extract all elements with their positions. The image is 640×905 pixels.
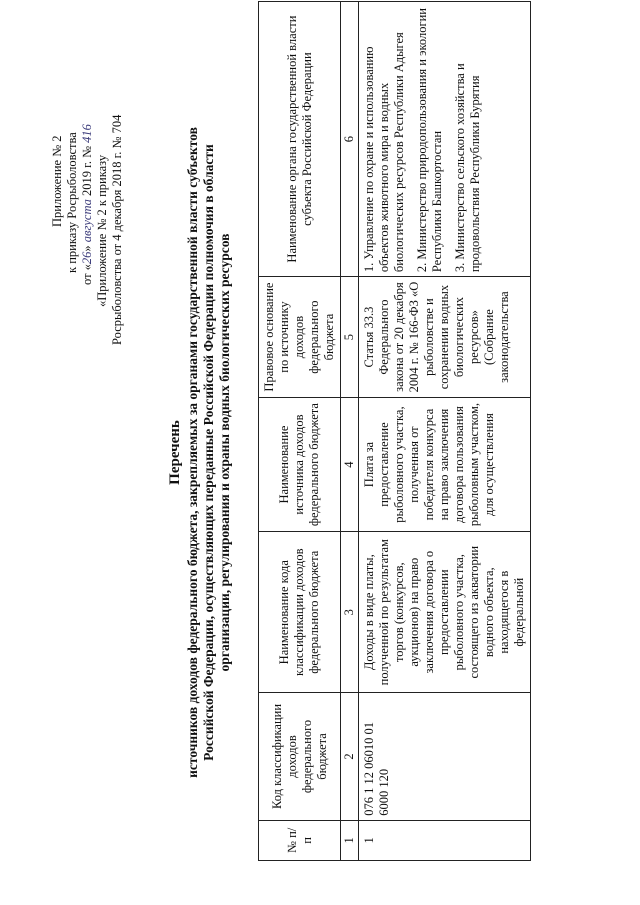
row-code-name: Доходы в виде платы, полученной по результатам торгов (конкурсов, аукционов) на право заключения договора о предоставлении рыболовного участка, состоящего из акватории водного объекта, находящегося в федеральной xyxy=(359,532,531,693)
appendix-number: Приложение № 2 xyxy=(50,135,64,227)
document-title xyxy=(167,20,233,885)
handwritten-number: 416 xyxy=(80,124,94,143)
col-number: 4 xyxy=(341,397,359,531)
header-code-name: Наименование кода классификации доходов федерального бюджета xyxy=(259,532,341,693)
title-line-2: Российской Федерации, осуществляющих переданные Российской Федерации полномочия в области xyxy=(201,144,216,761)
col-number: 5 xyxy=(341,277,359,398)
header-source-name: Наименование источника доходов федерального бюджета xyxy=(259,397,341,531)
col-number: 2 xyxy=(341,693,359,821)
row-number: 1 xyxy=(359,820,531,860)
col-number: 6 xyxy=(341,2,359,277)
header-number: № п/п xyxy=(259,820,341,860)
handwritten-day: 26 xyxy=(80,251,94,265)
title-line-1: источников доходов федерального бюджета, закрепляемых за органами государственной власти субъектов xyxy=(185,127,200,778)
row-legal-basis: Статья 33.3 Федерального закона от 20 декабря 2004 г. № 166-ФЗ «О рыболовстве и сохранении водных биологических ресурсов» (Собрание законодательства xyxy=(359,277,531,398)
authority-item: 2. Министерство природопользования и экологии Республики Башкортостан xyxy=(415,8,444,273)
column-number-row xyxy=(341,2,359,861)
revenue-sources-table xyxy=(258,1,531,861)
appendix-order-ref: к приказу Росрыболовства xyxy=(65,132,79,273)
title-line-3: организации, регулирования и охраны водных биологических ресурсов xyxy=(217,233,232,672)
title-heading: Перечень xyxy=(167,420,183,485)
header-code: Код классификации доходов федерального бюджета xyxy=(259,693,341,821)
appendix-header xyxy=(50,15,125,345)
appendix-order-date: от «26» августа 2019 г. № 416 xyxy=(80,124,94,285)
col-number: 1 xyxy=(341,820,359,860)
table-header-row xyxy=(259,2,341,861)
row-code: 076 1 12 06010 01 6000 120 xyxy=(359,693,531,821)
handwritten-month: августа xyxy=(80,199,94,243)
authority-item: 1. Управление по охране и использованию объектов животного мира и водных биологических ресурсов Республики Адыгея xyxy=(362,32,406,273)
row-authorities xyxy=(359,2,531,277)
appendix-prior-date: Росрыболовства от 4 декабря 2018 г. № 704 xyxy=(110,114,124,345)
row-source-name: Плата за предоставление рыболовного участка, полученная от победителя конкурса на право заключения договора пользования рыболовным участком, для осуществления xyxy=(359,397,531,531)
col-number: 3 xyxy=(341,532,359,693)
table-row xyxy=(359,2,531,861)
header-legal-basis: Правовое основание по источнику доходов федерального бюджета xyxy=(259,277,341,398)
authority-item: 3. Министерство сельского хозяйства и продовольствия Республики Бурятия xyxy=(453,63,482,273)
appendix-prior-ref: «Приложение № 2 к приказу xyxy=(95,154,109,307)
header-authority: Наименование органа государственной власти субъекта Российской Федерации xyxy=(259,2,341,277)
